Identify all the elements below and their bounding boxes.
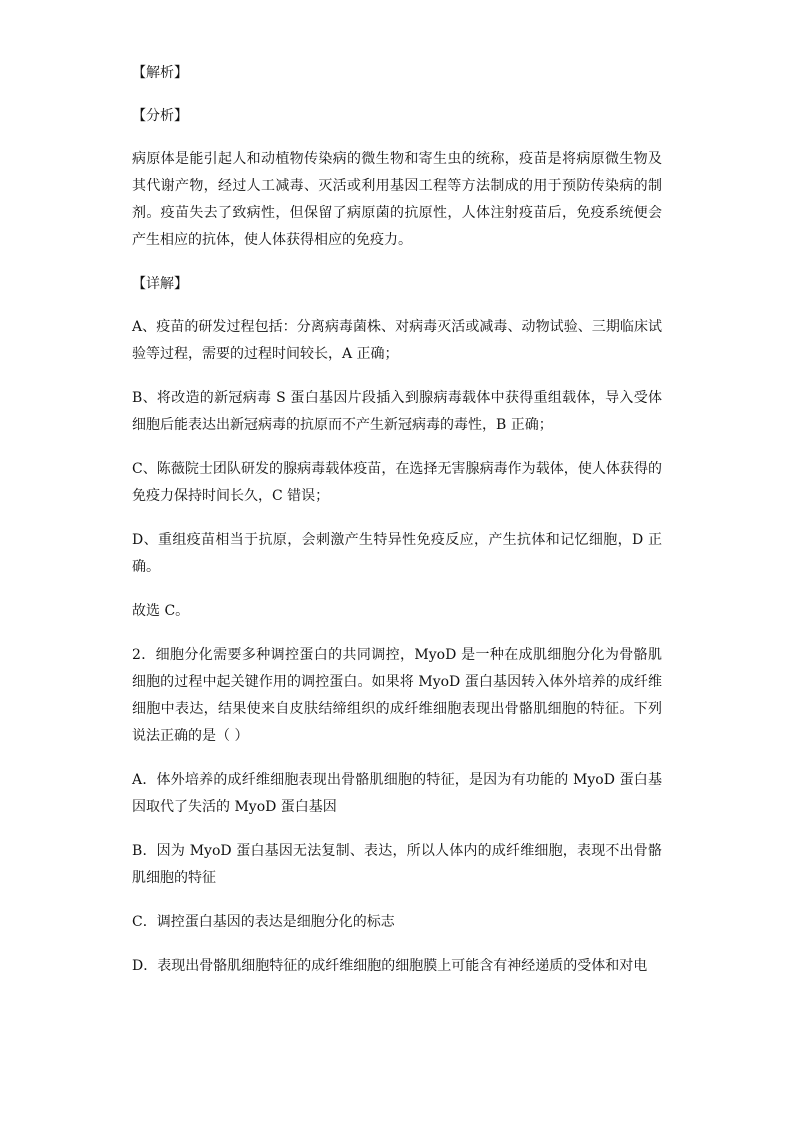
option-d: D．表现出骨骼肌细胞特征的成纤维细胞的细胞膜上可能含有神经递质的受体和对电 (132, 958, 648, 974)
answer-line: 故选 C。 (132, 603, 190, 619)
analysis-paragraph: 病原体是能引起人和动植物传染病的微生物和寄生虫的统称，疫苗是将病原微生物及其代谢产物，经过人工减毒、灭活或利用基因工程等方法制成的用于预防传染病的制剂。疫苗失去了致病性，但保留了病原菌的抗原性，人体注射疫苗后，免疫系统便会产生相应的抗体，使人体获得相应的免疫力。 (132, 151, 662, 248)
heading-xiangjie: 【详解】 (132, 276, 188, 292)
document-page (132, 60, 662, 997)
option-c: C．调控蛋白基因的表达是细胞分化的标志 (132, 914, 395, 930)
question-2-stem: 2．细胞分化需要多种调控蛋白的共同调控，MyoD 是一种在成肌细胞分化为骨骼肌细胞的过程中起关键作用的调控蛋白。如果将 MyoD 蛋白基因转入体外培养的成纤维细胞中表达，结果使来自皮肤结缔组织的成纤维细胞表现出骨骼肌细胞的特征。下列说法正确的是（ ） (132, 647, 662, 744)
option-b: B．因为 MyoD 蛋白基因无法复制、表达，所以人体内的成纤维细胞，表现不出骨骼肌细胞的特征 (132, 843, 662, 886)
detail-c: C、陈薇院士团队研发的腺病毒载体疫苗，在选择无害腺病毒作为载体，使人体获得的免疫力保持时间长久，C 错误； (132, 461, 662, 504)
detail-d: D、重组疫苗相当于抗原，会刺激产生特异性免疫反应，产生抗体和记忆细胞，D 正确。 (132, 532, 662, 575)
heading-fenxi: 【分析】 (132, 108, 188, 124)
heading-jiexi: 【解析】 (132, 65, 188, 81)
detail-a: A、疫苗的研发过程包括：分离病毒菌株、对病毒灭活或减毒、动物试验、三期临床试验等过程，需要的过程时间较长，A 正确； (132, 319, 662, 362)
option-a: A．体外培养的成纤维细胞表现出骨骼肌细胞的特征，是因为有功能的 MyoD 蛋白基因取代了失活的 MyoD 蛋白基因 (132, 772, 662, 815)
detail-b: B、将改造的新冠病毒 S 蛋白基因片段插入到腺病毒载体中获得重组载体，导入受体细胞后能表达出新冠病毒的抗原而不产生新冠病毒的毒性，B 正确； (132, 390, 662, 433)
